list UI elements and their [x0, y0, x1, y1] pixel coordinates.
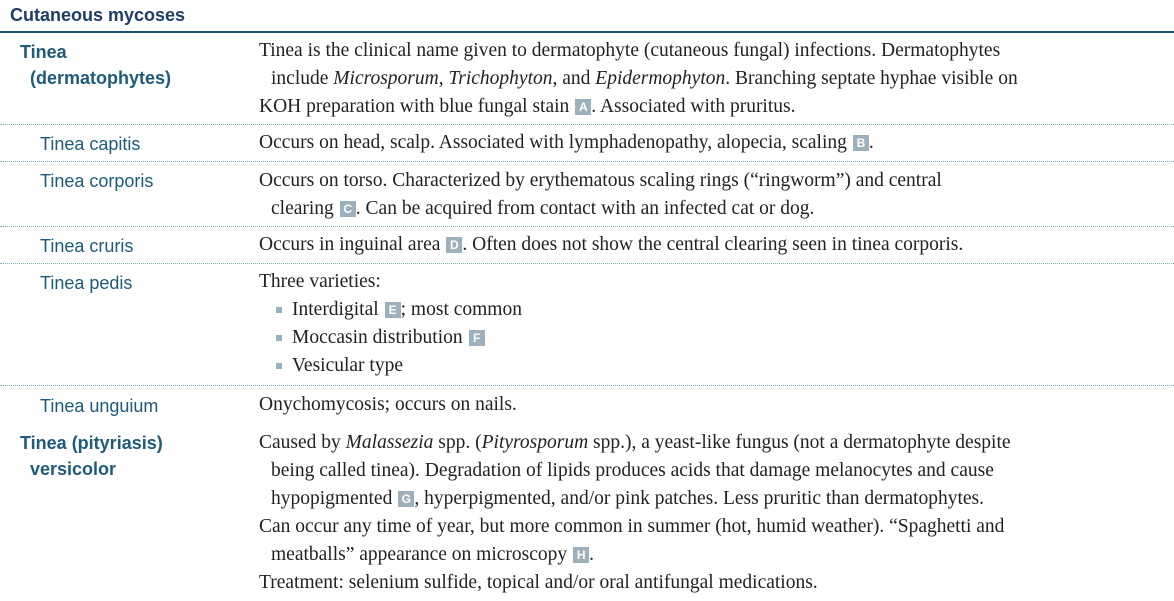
figure-badge-f: F — [469, 330, 485, 346]
row-label-cruris: Tinea cruris — [40, 236, 134, 256]
desc-line: Treatment: selenium sulfide, topical and/or oral antifungal medications. — [259, 572, 818, 593]
desc-line: Occurs in inguinal area D . Often does not show the central clearing seen in tinea corporis. — [259, 234, 964, 255]
row-label-capitis: Tinea capitis — [40, 134, 141, 154]
label-line-1: Tinea (pityriasis) — [20, 433, 163, 453]
genus-name: Epidermophyton — [595, 68, 726, 89]
row-desc-capitis — [259, 129, 1164, 157]
row-desc-corporis — [259, 167, 1164, 223]
row-tinea-cruris — [0, 227, 1174, 264]
row-desc-cruris — [259, 231, 1164, 259]
figure-badge-e: E — [385, 302, 401, 318]
row-desc-unguium — [259, 391, 1164, 419]
row-label-unguium: Tinea unguium — [40, 396, 159, 416]
row-desc-pedis — [259, 268, 1164, 380]
desc-line: Tinea is the clinical name given to dermatophyte (cutaneous fungal) infections. Dermatophytes — [259, 40, 1001, 61]
row-tinea-unguium — [0, 386, 1174, 426]
row-tinea-corporis — [0, 162, 1174, 227]
desc-line: Caused by Malassezia spp. (Pityrosporum spp.), a yeast-like fungus (not a dermatophyte despite — [259, 432, 1011, 453]
row-tinea-pedis — [0, 264, 1174, 386]
bullet-icon — [276, 363, 282, 369]
desc-line: Can occur any time of year, but more common in summer (hot, humid weather). “Spaghetti and — [259, 516, 1005, 537]
figure-badge-g: G — [398, 491, 414, 507]
desc-line: Onychomycosis; occurs on nails. — [259, 394, 517, 415]
desc-line: being called tinea). Degradation of lipids produces acids that damage melanocytes and cause — [271, 460, 994, 481]
row-tinea-versicolor — [0, 426, 1174, 601]
genus-name: Microsporum — [333, 68, 439, 89]
row-desc-versicolor — [259, 429, 1164, 597]
row-tinea — [0, 33, 1174, 125]
figure-badge-a: A — [575, 99, 591, 115]
desc-line: Occurs on torso. Characterized by erythematous scaling rings (“ringworm”) and central — [259, 170, 942, 191]
row-label-pedis: Tinea pedis — [40, 273, 133, 293]
row-label-tinea — [20, 39, 171, 91]
genus-name: Malassezia — [345, 432, 434, 453]
list-item: Moccasin distribution F — [259, 324, 1164, 352]
desc-line: include Microsporum, Trichophyton, and Epidermophyton. Branching septate hyphae visible on — [271, 68, 1018, 89]
desc-line: clearing C . Can be acquired from contact with an infected cat or dog. — [271, 198, 815, 219]
figure-badge-d: D — [446, 237, 462, 253]
desc-line: Occurs on head, scalp. Associated with lymphadenopathy, alopecia, scaling B . — [259, 132, 874, 153]
figure-badge-c: C — [340, 201, 356, 217]
bullet-icon — [276, 307, 282, 313]
label-line-1: Tinea — [20, 42, 67, 62]
figure-badge-b: B — [853, 135, 869, 151]
label-line-2: (dermatophytes) — [30, 68, 172, 88]
list-item: Vesicular type — [259, 352, 1164, 380]
genus-name: Pityrosporum — [481, 432, 589, 453]
list-item: Interdigital E ; most common — [259, 296, 1164, 324]
desc-line: meatballs” appearance on microscopy H . — [271, 544, 595, 565]
table-title: Cutaneous mycoses — [10, 5, 186, 25]
row-tinea-capitis — [0, 125, 1174, 162]
desc-line: Three varieties: — [259, 271, 381, 292]
bullet-icon — [276, 335, 282, 341]
label-line-2: versicolor — [30, 459, 117, 479]
desc-line: KOH preparation with blue fungal stain A . Associated with pruritus. — [259, 96, 796, 117]
genus-name: Trichophyton — [448, 68, 553, 89]
desc-line: hypopigmented G , hyperpigmented, and/or pink patches. Less pruritic than dermatophytes. — [271, 488, 985, 509]
row-label-corporis: Tinea corporis — [40, 171, 154, 191]
row-label-versicolor — [20, 430, 163, 482]
figure-badge-h: H — [573, 547, 589, 563]
row-desc-tinea — [259, 37, 1164, 121]
